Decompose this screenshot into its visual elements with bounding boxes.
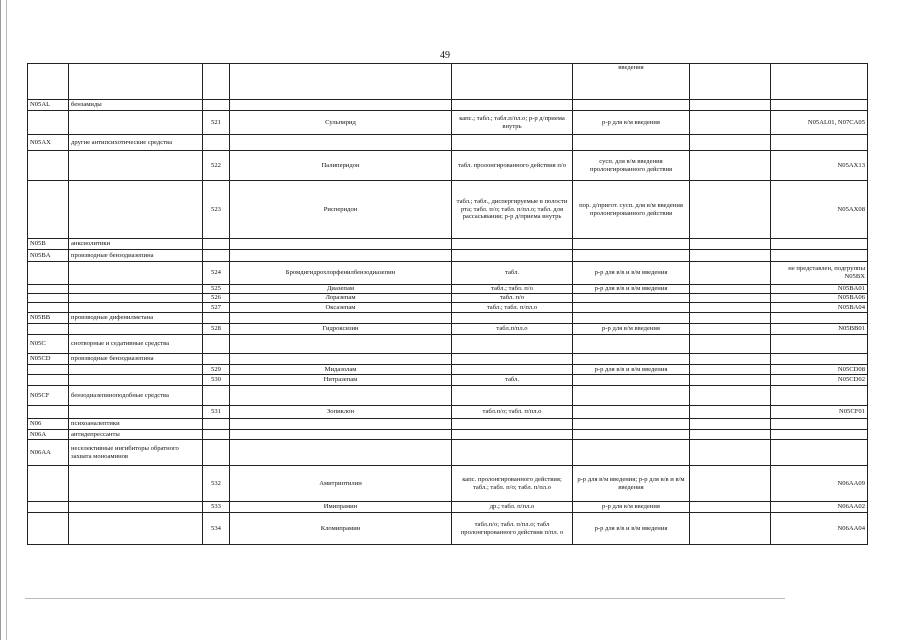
item-number: 527 bbox=[203, 303, 230, 313]
empty-cell bbox=[690, 513, 771, 545]
empty-cell bbox=[690, 303, 771, 313]
empty-cell bbox=[690, 239, 771, 250]
empty-cell bbox=[690, 324, 771, 335]
empty-cell bbox=[690, 100, 771, 111]
group-row bbox=[28, 335, 868, 354]
group-name: производные бензодиазепина bbox=[69, 250, 203, 262]
injection-form: р-р для в/в и в/м введения bbox=[573, 262, 690, 285]
atc-code: N06AA09 bbox=[771, 466, 868, 502]
injection-form bbox=[573, 135, 690, 151]
header-route-cell: введения bbox=[573, 64, 690, 100]
atc-group-code: N05BB bbox=[28, 313, 69, 324]
injection-form: р-р для в/м введения bbox=[573, 324, 690, 335]
item-number bbox=[203, 386, 230, 406]
group-name bbox=[69, 151, 203, 181]
group-name bbox=[69, 375, 203, 386]
atc-code: N05BB01 bbox=[771, 324, 868, 335]
atc-group-code: N06 bbox=[28, 419, 69, 430]
atc-group-code: N05AL bbox=[28, 100, 69, 111]
item-number: 524 bbox=[203, 262, 230, 285]
atc-code: N05BA04 bbox=[771, 303, 868, 313]
group-name: производные дифенилметана bbox=[69, 313, 203, 324]
dosage-form: табл.; табл., диспергируемые в полости рта; табл. п/о; табл. п/пл.о; табл. для рассасывания; р-р д/приема внутрь bbox=[452, 181, 573, 239]
empty-cell bbox=[690, 386, 771, 406]
dosage-form bbox=[452, 440, 573, 466]
atc-code: N05CD08 bbox=[771, 365, 868, 375]
atc-group-code: N05CF bbox=[28, 386, 69, 406]
injection-form bbox=[573, 354, 690, 365]
group-name bbox=[69, 303, 203, 313]
drug-name: Бромдигидрохлорфенилбензодиазепин bbox=[230, 262, 452, 285]
item-number: 528 bbox=[203, 324, 230, 335]
group-row bbox=[28, 100, 868, 111]
atc-code: N05AX08 bbox=[771, 181, 868, 239]
item-number: 534 bbox=[203, 513, 230, 545]
injection-form bbox=[573, 375, 690, 386]
drug-row bbox=[28, 262, 868, 285]
group-name: неселективные ингибиторы обратного захвата моноаминов bbox=[69, 440, 203, 466]
drug-row bbox=[28, 111, 868, 135]
empty-cell bbox=[690, 313, 771, 324]
dosage-form: табл. пролонгированного действия п/о bbox=[452, 151, 573, 181]
drug-name bbox=[230, 313, 452, 324]
dosage-form: др.; табл. п/пл.о bbox=[452, 502, 573, 513]
empty-cell bbox=[690, 181, 771, 239]
drug-row bbox=[28, 294, 868, 303]
item-number: 523 bbox=[203, 181, 230, 239]
item-number bbox=[203, 440, 230, 466]
drug-name: Рисперидон bbox=[230, 181, 452, 239]
dosage-form: табл. bbox=[452, 262, 573, 285]
drug-row bbox=[28, 466, 868, 502]
drug-name: Зопиклон bbox=[230, 406, 452, 419]
group-row bbox=[28, 440, 868, 466]
atc-code bbox=[771, 354, 868, 365]
group-name bbox=[69, 324, 203, 335]
atc-group-code bbox=[28, 294, 69, 303]
atc-code: N06AA02 bbox=[771, 502, 868, 513]
header-cell bbox=[452, 64, 573, 100]
drug-name: Палиперидон bbox=[230, 151, 452, 181]
atc-group-code: N05BA bbox=[28, 250, 69, 262]
atc-group-code: N05B bbox=[28, 239, 69, 250]
injection-form bbox=[573, 440, 690, 466]
atc-group-code: N06A bbox=[28, 430, 69, 440]
atc-group-code bbox=[28, 285, 69, 294]
empty-cell bbox=[690, 354, 771, 365]
empty-cell bbox=[690, 440, 771, 466]
group-name: антидепрессанты bbox=[69, 430, 203, 440]
dosage-form: табл. bbox=[452, 375, 573, 386]
empty-cell bbox=[690, 111, 771, 135]
injection-form bbox=[573, 294, 690, 303]
empty-cell bbox=[690, 466, 771, 502]
group-row bbox=[28, 354, 868, 365]
injection-form bbox=[573, 335, 690, 354]
scan-artifact-line bbox=[0, 0, 1, 640]
empty-cell bbox=[690, 365, 771, 375]
dosage-form: табл.п/о; табл. п/пл.о bbox=[452, 406, 573, 419]
atc-group-code bbox=[28, 111, 69, 135]
injection-form bbox=[573, 250, 690, 262]
empty-cell bbox=[690, 285, 771, 294]
atc-group-code bbox=[28, 262, 69, 285]
dosage-form: табл.п/пл.о bbox=[452, 324, 573, 335]
dosage-form bbox=[452, 354, 573, 365]
group-row bbox=[28, 239, 868, 250]
atc-group-code bbox=[28, 375, 69, 386]
atc-code bbox=[771, 440, 868, 466]
dosage-form bbox=[452, 100, 573, 111]
dosage-form: капс. пролонгированного действия; табл.; табл. п/о; табл. п/пл.о bbox=[452, 466, 573, 502]
header-cell bbox=[230, 64, 452, 100]
header-cell bbox=[69, 64, 203, 100]
dosage-form: табл.; табл. п/о bbox=[452, 285, 573, 294]
dosage-form bbox=[452, 430, 573, 440]
group-name bbox=[69, 466, 203, 502]
injection-form: р-р для в/в и в/м введения bbox=[573, 365, 690, 375]
item-number bbox=[203, 250, 230, 262]
injection-form bbox=[573, 303, 690, 313]
atc-code bbox=[771, 313, 868, 324]
drug-name: Диазепам bbox=[230, 285, 452, 294]
item-number: 529 bbox=[203, 365, 230, 375]
empty-cell bbox=[690, 135, 771, 151]
atc-code: N05CD02 bbox=[771, 375, 868, 386]
item-number bbox=[203, 430, 230, 440]
group-name bbox=[69, 294, 203, 303]
dosage-form bbox=[452, 419, 573, 430]
item-number: 526 bbox=[203, 294, 230, 303]
item-number bbox=[203, 419, 230, 430]
group-name bbox=[69, 365, 203, 375]
item-number bbox=[203, 100, 230, 111]
atc-code bbox=[771, 250, 868, 262]
injection-form bbox=[573, 419, 690, 430]
item-number: 521 bbox=[203, 111, 230, 135]
dosage-form bbox=[452, 365, 573, 375]
empty-cell bbox=[690, 250, 771, 262]
atc-group-code: N05C bbox=[28, 335, 69, 354]
atc-group-code: N05CD bbox=[28, 354, 69, 365]
drug-name: Мидазолам bbox=[230, 365, 452, 375]
drug-row bbox=[28, 513, 868, 545]
drug-row bbox=[28, 324, 868, 335]
group-name: производные бензодиазепина bbox=[69, 354, 203, 365]
item-number bbox=[203, 335, 230, 354]
drug-name bbox=[230, 354, 452, 365]
dosage-form: табл.; табл. п/пл.о bbox=[452, 303, 573, 313]
item-number: 525 bbox=[203, 285, 230, 294]
injection-form bbox=[573, 406, 690, 419]
dosage-form bbox=[452, 239, 573, 250]
header-continuation-row bbox=[28, 64, 868, 100]
group-name bbox=[69, 406, 203, 419]
scan-artifact-line bbox=[6, 0, 7, 640]
injection-form bbox=[573, 239, 690, 250]
dosage-form: капс.; табл.; табл.п/пл.о; р-р д/приема внутрь bbox=[452, 111, 573, 135]
group-name: психоаналептики bbox=[69, 419, 203, 430]
injection-form bbox=[573, 100, 690, 111]
empty-cell bbox=[690, 406, 771, 419]
injection-form bbox=[573, 386, 690, 406]
atc-group-code bbox=[28, 324, 69, 335]
drug-name: Сульпирид bbox=[230, 111, 452, 135]
injection-form: пор. д/пригот. сусп. для в/м введения пролонгированного действия bbox=[573, 181, 690, 239]
atc-code bbox=[771, 135, 868, 151]
atc-code: N06AA04 bbox=[771, 513, 868, 545]
group-row bbox=[28, 135, 868, 151]
injection-form: р-р для в/в и в/м введения bbox=[573, 285, 690, 294]
atc-group-code bbox=[28, 365, 69, 375]
injection-form bbox=[573, 430, 690, 440]
group-name: бензамиды bbox=[69, 100, 203, 111]
drug-name bbox=[230, 100, 452, 111]
atc-code bbox=[771, 239, 868, 250]
drug-name bbox=[230, 250, 452, 262]
drug-name: Кломипрамин bbox=[230, 513, 452, 545]
atc-group-code bbox=[28, 181, 69, 239]
header-cell bbox=[28, 64, 69, 100]
group-name bbox=[69, 502, 203, 513]
empty-cell bbox=[690, 419, 771, 430]
group-row bbox=[28, 313, 868, 324]
drug-name bbox=[230, 419, 452, 430]
atc-code bbox=[771, 100, 868, 111]
atc-group-code: N05AX bbox=[28, 135, 69, 151]
group-name: анксиолитики bbox=[69, 239, 203, 250]
group-row bbox=[28, 250, 868, 262]
empty-cell bbox=[690, 294, 771, 303]
atc-code: N05BA01 bbox=[771, 285, 868, 294]
group-name: другие антипсихотические средства bbox=[69, 135, 203, 151]
drug-name bbox=[230, 440, 452, 466]
dosage-form: табл.п/о; табл. п/пл.о; табл пролонгированного действия п/пл. о bbox=[452, 513, 573, 545]
empty-cell bbox=[690, 375, 771, 386]
group-name bbox=[69, 285, 203, 294]
header-cell bbox=[771, 64, 868, 100]
atc-group-code bbox=[28, 151, 69, 181]
group-name bbox=[69, 513, 203, 545]
drug-row bbox=[28, 375, 868, 386]
drug-name bbox=[230, 430, 452, 440]
injection-form bbox=[573, 313, 690, 324]
empty-cell bbox=[690, 262, 771, 285]
atc-code bbox=[771, 335, 868, 354]
page-number: 49 bbox=[440, 50, 450, 61]
drug-name bbox=[230, 135, 452, 151]
atc-code bbox=[771, 419, 868, 430]
empty-cell bbox=[690, 335, 771, 354]
drug-name: Оксазепам bbox=[230, 303, 452, 313]
injection-form: сусп. для в/м введения пролонгированного действия bbox=[573, 151, 690, 181]
header-cell bbox=[690, 64, 771, 100]
drug-list-table bbox=[27, 63, 868, 545]
dosage-form bbox=[452, 250, 573, 262]
atc-code: не представлен, подгруппы N05BX bbox=[771, 262, 868, 285]
atc-group-code bbox=[28, 406, 69, 419]
atc-code: N05BA06 bbox=[771, 294, 868, 303]
empty-cell bbox=[690, 502, 771, 513]
item-number bbox=[203, 354, 230, 365]
dosage-form: табл. п/о bbox=[452, 294, 573, 303]
drug-row bbox=[28, 406, 868, 419]
item-number: 532 bbox=[203, 466, 230, 502]
drug-name bbox=[230, 335, 452, 354]
drug-row bbox=[28, 303, 868, 313]
group-row bbox=[28, 386, 868, 406]
atc-group-code bbox=[28, 466, 69, 502]
atc-code bbox=[771, 430, 868, 440]
header-cell bbox=[203, 64, 230, 100]
injection-form: р-р для в/в и в/м введения bbox=[573, 513, 690, 545]
dosage-form bbox=[452, 135, 573, 151]
drug-row bbox=[28, 285, 868, 294]
empty-cell bbox=[690, 430, 771, 440]
item-number bbox=[203, 239, 230, 250]
atc-group-code bbox=[28, 303, 69, 313]
item-number bbox=[203, 313, 230, 324]
group-name: снотворные и седативные средства bbox=[69, 335, 203, 354]
drug-row bbox=[28, 181, 868, 239]
atc-group-code bbox=[28, 513, 69, 545]
group-name bbox=[69, 181, 203, 239]
drug-name: Нитразепам bbox=[230, 375, 452, 386]
injection-form: р-р для в/м введения; р-р для в/в и в/м введения bbox=[573, 466, 690, 502]
drug-name: Гидроксизин bbox=[230, 324, 452, 335]
drug-row bbox=[28, 365, 868, 375]
item-number: 531 bbox=[203, 406, 230, 419]
item-number: 533 bbox=[203, 502, 230, 513]
drug-row bbox=[28, 151, 868, 181]
atc-code: N05AL01, N07CA05 bbox=[771, 111, 868, 135]
drug-name bbox=[230, 239, 452, 250]
atc-code: N05CF01 bbox=[771, 406, 868, 419]
dosage-form bbox=[452, 313, 573, 324]
atc-code bbox=[771, 386, 868, 406]
empty-cell bbox=[690, 151, 771, 181]
scan-artifact-line bbox=[25, 598, 785, 599]
drug-name: Амитриптилин bbox=[230, 466, 452, 502]
item-number: 530 bbox=[203, 375, 230, 386]
drug-name: Лоразепам bbox=[230, 294, 452, 303]
dosage-form bbox=[452, 335, 573, 354]
group-name bbox=[69, 111, 203, 135]
group-name: бензодиазепиноподобные средства bbox=[69, 386, 203, 406]
dosage-form bbox=[452, 386, 573, 406]
atc-group-code: N06AA bbox=[28, 440, 69, 466]
atc-code: N05AX13 bbox=[771, 151, 868, 181]
drug-name bbox=[230, 386, 452, 406]
drug-row bbox=[28, 502, 868, 513]
injection-form: р-р для в/м введения bbox=[573, 502, 690, 513]
item-number bbox=[203, 135, 230, 151]
injection-form: р-р для в/м введения bbox=[573, 111, 690, 135]
group-row bbox=[28, 430, 868, 440]
group-name bbox=[69, 262, 203, 285]
group-row bbox=[28, 419, 868, 430]
atc-group-code bbox=[28, 502, 69, 513]
item-number: 522 bbox=[203, 151, 230, 181]
drug-name: Имипрамин bbox=[230, 502, 452, 513]
